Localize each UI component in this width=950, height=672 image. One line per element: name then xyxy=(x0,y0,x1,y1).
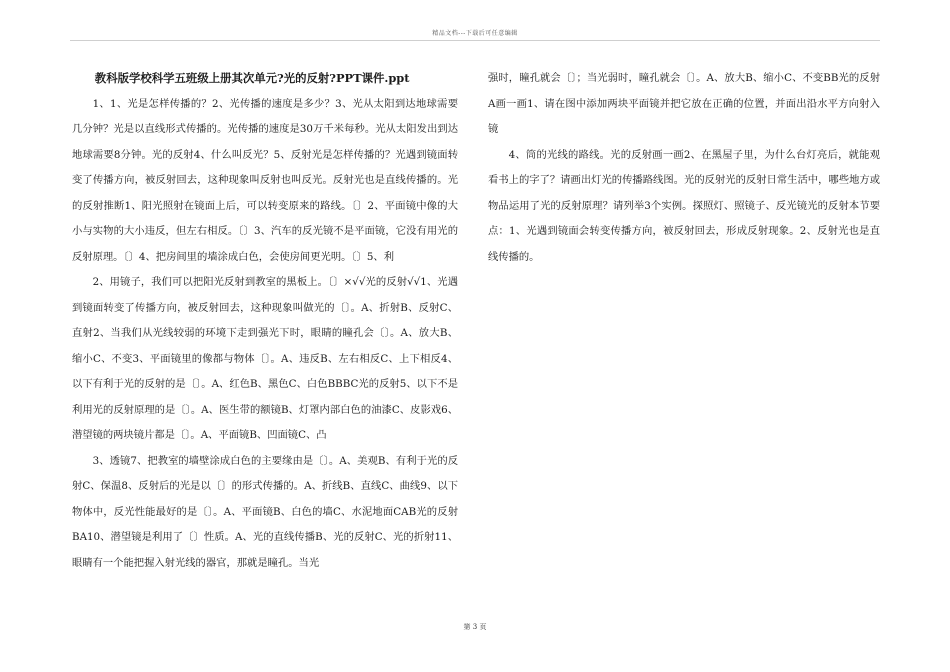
right-column xyxy=(488,66,880,270)
header-divider xyxy=(70,40,880,41)
page-number: 第 3 页 xyxy=(463,623,487,631)
paragraph-4: 4、筒的光线的路线。光的反射画一画2、在黑屋子里，为什么台灯亮后，就能观看书上的字了？请画出灯光的传播路线图。光的反射光的反射日常生活中，哪些地方或物品运用了光的反射原理？请列举3个实例。探照灯、照镜子、反光镜光的反射本节要点：1、光遇到镜面会转变传播方向，被反射回去，形成反射现象。2、反射光也是直线传播的。 xyxy=(488,148,880,263)
paragraph-1: 1、1、光是怎样传播的？2、光传播的速度是多少？3、光从太阳到达地球需要几分钟？光是以直线形式传播的。光传播的速度是30万千米每秒。光从太阳发出到达地球需要8分钟。光的反射4、什么叫反光？5、反射光是怎样传播的？光遇到镜面转变了传播方向，被反射回去，这种现象叫反射也叫反光。反射光也是直线传播的。光的反射推断1、阳光照射在镜面上后，可以转变原来的路线。〔〕2、平面镜中像的大小与实物的大小违反，但左右相反。〔〕3、汽车的反光镜不是平面镜，它没有用光的反射原理。〔〕4、把房间里的墙涂成白色，会使房间更光明。〔〕5、利 xyxy=(72,97,458,263)
page-header: 精品文档---下载后可任意编辑 xyxy=(432,30,518,37)
paragraph-continuation: 强时，瞳孔就会〔〕；当光弱时，瞳孔就会〔〕。A、放大B、缩小C、不变BB光的反射A画一画1、请在图中添加两块平面镜并把它放在正确的位置，并面出沿水平方向射入镜 xyxy=(488,72,880,135)
paragraph-2: 2、用镜子，我们可以把阳光反射到教室的黑板上。〔〕×√√光的反射√√1、光遇到镜面转变了传播方向，被反射回去，这种现象叫做光的〔〕。A、折射B、反射C、直射2、当我们从光线较弱的环境下走到强光下时，眼睛的瞳孔会〔〕。A、放大B、缩小C、不变3、平面镜里的像都与物体〔〕。A、违反B、左右相反C、上下相反4、以下有利于光的反射的是〔〕。A、红色B、黑色C、白色BBBC光的反射5、以下不是利用光的反射原理的是〔〕。A、医生带的额镜B、灯罩内部白色的油漆C、皮影戏6、潜望镜的两块镜片都是〔〕。A、平面镜B、凹面镜C、凸 xyxy=(72,276,458,441)
paragraph-3: 3、透镜7、把教室的墙壁涂成白色的主要缘由是〔〕。A、美观B、有利于光的反射C、保温8、反射后的光是以〔〕的形式传播的。A、折线B、直线C、曲线9、以下物体中，反光性能最好的是〔〕。A、平面镜B、白色的墙C、水泥地面CAB光的反射BA10、潜望镜是利用了〔〕性质。A、光的直线传播B、光的反射C、光的折射11、眼睛有一个能把握入射光线的器官，那就是瞳孔。当光 xyxy=(72,454,458,569)
document-title: 教科版学校科学五班级上册其次单元?光的反射?PPT课件.ppt xyxy=(94,71,410,85)
left-column xyxy=(72,66,458,576)
